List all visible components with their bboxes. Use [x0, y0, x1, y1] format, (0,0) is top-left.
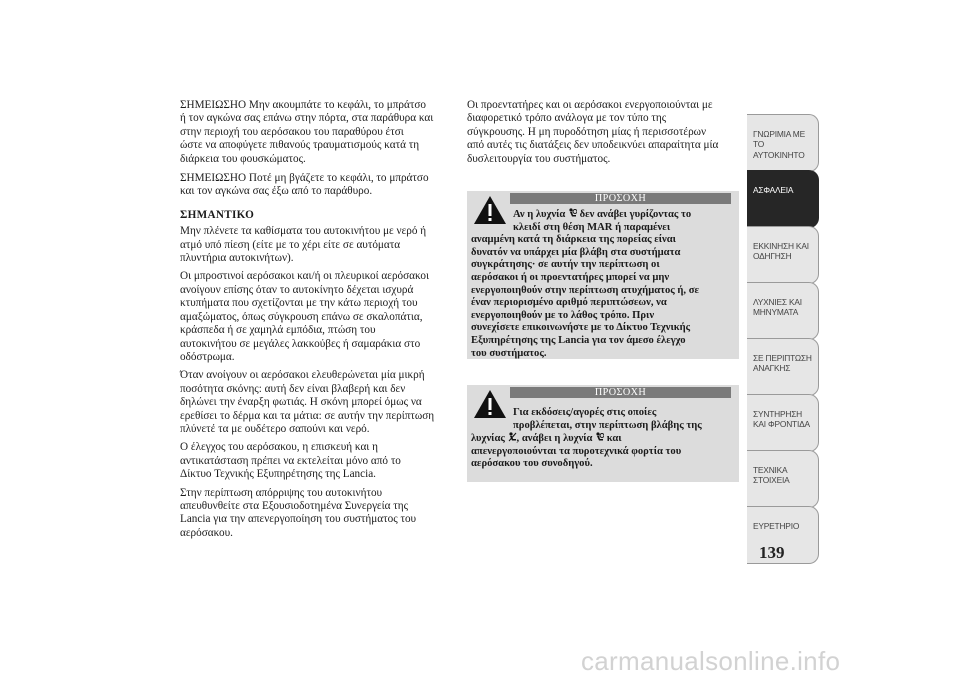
dust-paragraph: [180, 369, 452, 436]
text-line: Στην περίπτωση απόρριψης του αυτοκινήτου: [180, 486, 383, 499]
seat-wash-paragraph: [180, 225, 452, 265]
airbag-lamp-icon: [568, 208, 577, 218]
text-line: ώστε να αποφύγετε πιθανούς τραυματισμούς κατά τη: [180, 139, 420, 152]
text-line: Όταν ανοίγουν οι αερόσακοι ελευθερώνεται μία μικρή: [180, 369, 425, 382]
text-line: ΣΗΜΕΙΩΣΗΟ Ποτέ μη βγάζετε το κεφάλι, το μπράτσο: [180, 172, 429, 185]
tab-maintenance[interactable]: [747, 394, 819, 452]
text-line: αερόσακου.: [180, 526, 233, 539]
airbag-lamp-icon: [508, 432, 517, 442]
warning-text: Για εκδόσεις/αγορές στις οποίες προβλέπεται, στην περίπτωση βλάβης της λυχνίας , ανάβει η λυχνία και απενεργοποιούνται τα πυροτεχνικά φορτία του αερόσακου του συνοδηγού.: [471, 407, 702, 470]
text-line: από αυτές τις διατάξεις δεν υποδεικνύει απαραίτητα μία: [467, 139, 719, 152]
warning-box-passenger: [467, 385, 739, 482]
tab-safety[interactable]: [747, 170, 819, 228]
warning-title: ΠΡΟΣΟΧΗ: [510, 387, 731, 398]
tab-starting-driving[interactable]: [747, 226, 819, 284]
important-heading: ΣΗΜΑΝΤΙΚΟ: [180, 208, 255, 221]
tab-emergency[interactable]: [747, 338, 819, 396]
tab-lights-messages[interactable]: [747, 282, 819, 340]
tab-label: ΤΕΧΝΙΚΑ ΣΤΟΙΧΕΙΑ: [753, 465, 790, 486]
text-line: και τον αγκώνα σας έξω από το παράθυρο.: [180, 185, 373, 198]
text-line: σύγκρουσης. Η μη πυροδότηση μίας ή περισσοτέρων: [467, 125, 707, 138]
text-line: αμαξώματος, όπως σύγκρουση επάνω σε σκαλοπάτια,: [180, 310, 423, 323]
scrap-paragraph: [180, 487, 452, 541]
page-number: 139: [759, 543, 785, 562]
text-line: απευθυνθείτε στα Εξουσιοδοτημένα Συνεργεία της: [180, 499, 409, 512]
note-head-outside: [180, 172, 452, 199]
tab-label: ΓΝΩΡΙΜΙΑ ΜΕ ΤΟ ΑΥΤΟΚΙΝΗΤΟ: [753, 129, 805, 160]
text-line: ή τον αγκώνα σας επάνω στην πόρτα, στα παράθυρα και: [180, 112, 434, 125]
text-line: ερεθίσει το δέρμα και τα μάτια: σε αυτήν την περίπτωση: [180, 409, 435, 422]
warning-title: ΠΡΟΣΟΧΗ: [510, 193, 731, 204]
airbag-deploy-paragraph: [180, 270, 452, 364]
note-head-arm: [180, 99, 452, 166]
warning-box-lamp: [467, 191, 739, 359]
text-line: πλύνετέ τα με ουδέτερο σαπούνι και νερό.: [180, 422, 370, 435]
text-line: κτυπήματα που σχετίζονται με την κάτω περιοχή του: [180, 297, 418, 310]
text-line: δηλώνει την έναρξη φωτιάς. Η σκόνη μπορεί όμως να: [180, 396, 422, 409]
right-column: [467, 99, 741, 172]
tab-label: ΕΥΡΕΤΗΡΙΟ: [753, 521, 800, 531]
text-line: Μην πλένετε τα καθίσματα του αυτοκινήτου με νερό ή: [180, 225, 427, 238]
text-line: πλυντήρια αυτοκινήτων).: [180, 252, 294, 265]
text-line: Lancia για την απενεργοποίηση του συστήματος του: [180, 513, 417, 526]
airbag-lamp-icon: [595, 432, 604, 442]
text-line: διαφορετικό τρόπο ανάλογα με τον τύπο της: [467, 112, 667, 125]
text-line: ΣΗΜΕΙΩΣΗΟ Μην ακουμπάτε το κεφάλι, το μπράτσο: [180, 99, 426, 111]
text-line: Οι μπροστινοί αερόσακοι και/ή οι πλευρικοί αερόσακοι: [180, 270, 430, 283]
text-line: δυσλειτουργία του συστήματος.: [467, 152, 611, 165]
text-line: αντικατάσταση πρέπει να εκτελείται μόνο από το: [180, 454, 401, 467]
text-line: Ο έλεγχος του αερόσακου, η επισκευή και η: [180, 441, 378, 454]
text-line: Δίκτυο Τεχνικής Εξυπηρέτησης της Lancia.: [180, 468, 376, 481]
tab-label: ΕΚΚΙΝΗΣΗ ΚΑΙ ΟΔΗΓΗΣΗ: [753, 241, 809, 262]
service-paragraph: [180, 441, 452, 481]
left-column: [180, 99, 452, 545]
tab-technical-data[interactable]: [747, 450, 819, 508]
tab-label: ΣΕ ΠΕΡΙΠΤΩΣΗ ΑΝΑΓΚΗΣ: [753, 353, 812, 374]
text-line: ανοίγουν επίσης όταν το αυτοκίνητο δέχεται ισχυρά: [180, 283, 414, 296]
tab-getting-to-know[interactable]: [747, 114, 819, 172]
text-line: κράσπεδα ή σε χαμηλά εμπόδια, πτώση του: [180, 324, 376, 337]
tab-label: ΛΥΧΝΙΕΣ ΚΑΙ ΜΗΝΥΜΑΤΑ: [753, 297, 802, 318]
warning-text: Αν η λυχνία δεν ανάβει γυρίζοντας το κλειδί στη θέση MAR ή παραμένει αναμμένη κατά τη διάρκεια της πορείας είναι δυνατόν να υπάρχει μία βλάβη στα συστήματα συγκράτησης· σε αυτήν την περίπτωση οι αερόσακοι ή οι προεντατήρες μπορεί να μην ενεργοποιηθούν στην περίπτωση ατυχήματος ή, σε έναν περιορισμένο αριθμό περιπτώσεων, να ενεργοποιηθούν με το λάθος τρόπο. Πριν συνεχίσετε επικοινωνήστε με το Δίκτυο Τεχνικής Εξυπηρέτησης της Lancia για τον άμεσο έλεγχο του συστήματος.: [471, 209, 700, 359]
text-line: οδόστρωμα.: [180, 350, 235, 363]
watermark: carmanualsonline.info: [581, 646, 841, 676]
text-line: αυτοκινήτου σε μεγάλες λακκούβες ή σαμαράκια στο: [180, 337, 421, 350]
text-line: στην περιοχή του αερόσακου του παραθύρου έτσι: [180, 125, 404, 138]
text-line: Οι προεντατήρες και οι αερόσακοι ενεργοποιούνται με: [467, 99, 713, 111]
tab-label: ΑΣΦΑΛΕΙΑ: [753, 185, 794, 195]
text-line: ατμό υπό πίεση (είτε με το χέρι είτε σε αυτόματα: [180, 238, 401, 251]
text-line: διάρκεια του φουσκώματος.: [180, 152, 306, 165]
tab-label: ΣΥΝΤΗΡΗΣΗ ΚΑΙ ΦΡΟΝΤΙΔΑ: [753, 409, 810, 430]
pretensioner-paragraph: [467, 99, 741, 166]
text-line: ποσότητα σκόνης: αυτή δεν είναι βλαβερή και δεν: [180, 382, 406, 395]
